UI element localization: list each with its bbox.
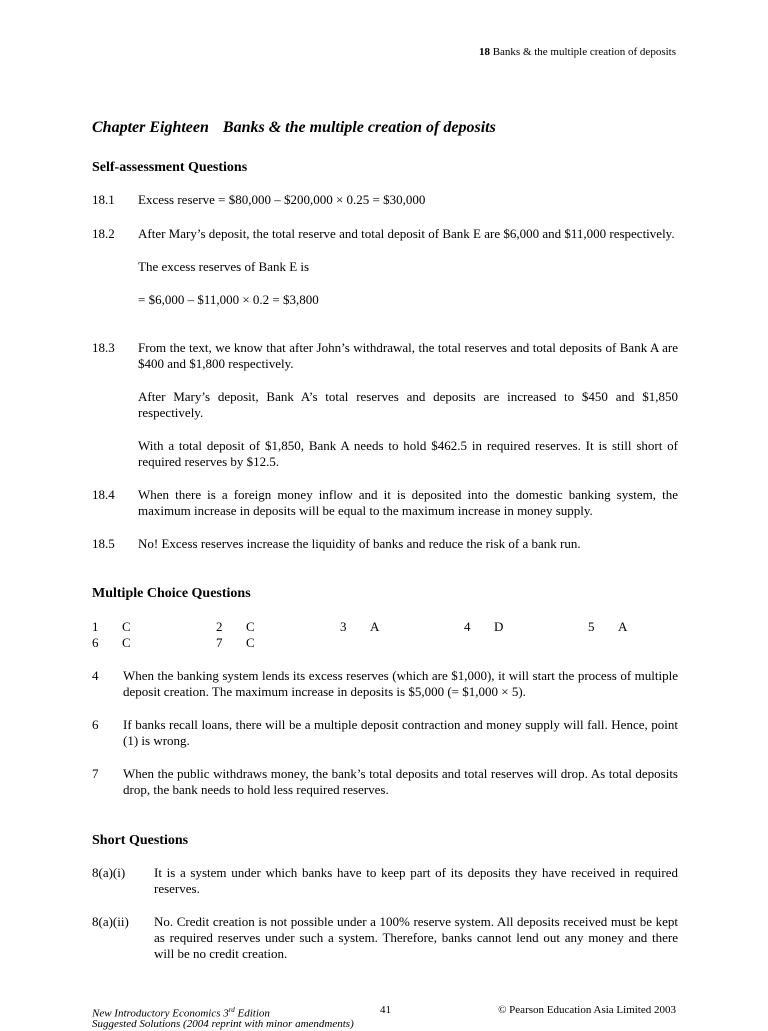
- answer-paragraph: No! Excess reserves increase the liquidity of banks and reduce the risk of a bank run.: [138, 536, 581, 551]
- chapter-title: [92, 118, 496, 138]
- mc-number: 5: [588, 619, 595, 634]
- mc-explanation-4: [92, 668, 678, 700]
- mc-number: 2: [216, 619, 223, 634]
- explanation-text: When the public withdraws money, the bank’s total deposits and total reserves will drop. As total deposits drop, the bank needs to hold less required reserves.: [123, 766, 678, 797]
- mc-answer-grid: [92, 619, 692, 653]
- explanation-number: 4: [92, 668, 99, 683]
- chapter-label: Chapter Eighteen: [92, 119, 209, 136]
- mc-letter: C: [122, 635, 131, 650]
- mc-letter: A: [618, 619, 628, 634]
- answer-paragraph: When there is a foreign money inflow and it is deposited into the domestic banking system, the maximum increase in deposits will be equal to the maximum increase in money supply.: [138, 487, 678, 518]
- mc-letter: C: [246, 635, 255, 650]
- multiple-choice-heading: Multiple Choice Questions: [92, 586, 251, 601]
- footer-title-text: New Introductory Economics 3: [92, 1007, 229, 1020]
- mc-number: 6: [92, 635, 99, 650]
- footer-edition-sup: rd: [228, 1006, 235, 1014]
- answer-paragraph: With a total deposit of $1,850, Bank A needs to hold $462.5 in required reserves. It is still short of required reserves by $12.5.: [138, 438, 678, 469]
- question-18-5: [92, 536, 678, 552]
- running-header-chapter-number: 18: [478, 46, 490, 58]
- question-18-1: [92, 192, 678, 208]
- short-question-number: 8(a)(i): [92, 865, 126, 880]
- self-assessment-heading: Self-assessment Questions: [92, 160, 248, 175]
- mc-letter: D: [494, 619, 504, 634]
- short-question-8aii: [92, 914, 678, 962]
- question-number: 18.3: [92, 340, 115, 355]
- short-question-answer: It is a system under which banks have to keep part of its deposits they have received in required reserves.: [154, 865, 678, 896]
- question-number: 18.5: [92, 536, 115, 551]
- mc-number: 7: [216, 635, 223, 650]
- mc-number: 1: [92, 619, 99, 634]
- footer-subline: Suggested Solutions (2004 reprint with minor amendments): [92, 1018, 354, 1030]
- question-number: 18.4: [92, 487, 115, 502]
- footer-page-number: 41: [380, 1004, 391, 1016]
- explanation-number: 7: [92, 766, 99, 781]
- question-18-2: [92, 226, 678, 308]
- footer-edition-word: Edition: [234, 1007, 270, 1020]
- answer-paragraph: Excess reserve = $80,000 – $200,000 × 0.25 = $30,000: [138, 192, 426, 207]
- mc-letter: C: [246, 619, 255, 634]
- mc-explanation-7: [92, 766, 678, 798]
- answer-paragraph: = $6,000 – $11,000 × 0.2 = $3,800: [138, 292, 319, 307]
- question-number: 18.1: [92, 192, 115, 207]
- question-18-4: [92, 487, 678, 519]
- mc-number: 3: [340, 619, 347, 634]
- short-question-8ai: [92, 865, 678, 897]
- answer-paragraph: From the text, we know that after John’s withdrawal, the total reserves and total deposits of Bank A are $400 and $1,800 respectively.: [138, 340, 678, 371]
- mc-letter: C: [122, 619, 131, 634]
- running-header: [479, 44, 676, 60]
- mc-explanation-6: [92, 717, 678, 749]
- question-18-3: [92, 340, 678, 470]
- explanation-text: If banks recall loans, there will be a multiple deposit contraction and money supply will fall. Hence, point (1) is wrong.: [123, 717, 678, 748]
- answer-paragraph: After Mary’s deposit, the total reserve and total deposit of Bank E are $6,000 and $11,000 respectively.: [138, 226, 675, 241]
- short-question-answer: No. Credit creation is not possible under a 100% reserve system. All deposits received must be kept as required reserves under such a system. Therefore, banks cannot lend out any money and there will be no credit creation.: [154, 914, 678, 961]
- answer-paragraph: The excess reserves of Bank E is: [138, 259, 310, 274]
- question-number: 18.2: [92, 226, 115, 241]
- explanation-number: 6: [92, 717, 99, 732]
- running-header-title: Banks & the multiple creation of deposits: [492, 46, 676, 58]
- answer-paragraph: After Mary’s deposit, Bank A’s total reserves and deposits are increased to $450 and $1,850 respectively.: [138, 389, 678, 420]
- mc-number: 4: [464, 619, 471, 634]
- short-question-number: 8(a)(ii): [92, 914, 129, 929]
- footer-copyright: © Pearson Education Asia Limited 2003: [498, 1004, 676, 1016]
- short-questions-heading: Short Questions: [92, 833, 189, 848]
- explanation-text: When the banking system lends its excess reserves (which are $1,000), it will start the process of multiple deposit creation. The maximum increase in deposits is $5,000 (= $1,000 × 5).: [123, 668, 678, 699]
- chapter-name: Banks & the multiple creation of deposits: [222, 119, 496, 136]
- mc-letter: A: [370, 619, 380, 634]
